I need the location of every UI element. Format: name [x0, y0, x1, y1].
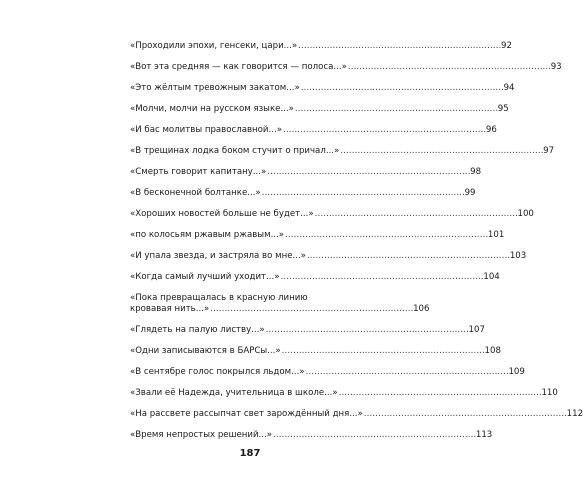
- page-number: 187: [239, 448, 261, 459]
- toc-entry-title: «Одни записываются в БАРСы...»: [130, 346, 281, 356]
- toc-entry-page: 101: [487, 230, 505, 240]
- toc-entry-title: «И бас молитвы православной...»: [130, 125, 282, 135]
- toc-entry-page: 95: [497, 104, 509, 114]
- toc-leader: [267, 167, 469, 178]
- toc-leader: [266, 325, 468, 336]
- toc-leader: [348, 62, 550, 73]
- toc-entry-title: «Смерть говорит капитану...»: [130, 167, 267, 177]
- toc-entry-title: «Хороших новостей больше не будет...»: [130, 209, 314, 219]
- toc-entry-page: 98: [470, 167, 482, 177]
- toc-leader: [301, 83, 503, 94]
- toc-entry: [130, 83, 515, 94]
- toc-entry-page: 107: [468, 325, 485, 335]
- toc-entry-title: «Проходили эпохи, генсеки, цари...»: [130, 41, 298, 51]
- toc-entry-title: «Когда самый лучший уходит...»: [130, 272, 280, 282]
- toc-leader: [282, 346, 484, 357]
- toc-entry: [130, 41, 512, 52]
- toc-entry-page: 108: [484, 346, 501, 356]
- toc-entry: [130, 104, 509, 115]
- toc-leader: [283, 125, 485, 136]
- toc-leader: [315, 209, 517, 220]
- toc-entry: [130, 367, 525, 378]
- toc-entry-page: 94: [503, 83, 515, 93]
- toc-entry-title: «В сентябре голос покрылся льдом...»: [130, 367, 305, 377]
- toc-entry: [130, 293, 430, 315]
- toc-entry-page: 109: [508, 367, 525, 377]
- toc-entry: [130, 346, 501, 357]
- toc-entry-title: «В трещинах лодка боком стучит о причал...»: [130, 146, 340, 156]
- toc-entry-page: 99: [464, 188, 476, 198]
- toc-entry-page: 96: [485, 125, 497, 135]
- toc-entry-title: «по колосьям ржавым ржавым...»: [130, 230, 285, 240]
- toc-entry-title: «Молчи, молчи на русском языке...»: [130, 104, 294, 114]
- toc-entry: [130, 62, 562, 73]
- toc-entry-page: 104: [483, 272, 500, 282]
- toc-leader: [273, 430, 475, 441]
- toc-entry-page: 113: [475, 430, 493, 440]
- toc-leader: [306, 367, 508, 378]
- toc-entry-title: «Глядеть на палую листву...»: [130, 325, 265, 335]
- toc-entry-page: 112: [566, 409, 583, 419]
- toc-leader: [285, 230, 487, 241]
- toc-entry-page: 92: [501, 41, 512, 51]
- toc-entry-title-line2: кровавая нить...»: [130, 304, 210, 314]
- toc-entry-title-line1: «Пока превращалась в красную линию: [130, 293, 308, 303]
- toc-entry: [130, 230, 505, 241]
- toc-entry-page: 93: [550, 62, 562, 72]
- toc-leader: [262, 188, 464, 199]
- toc-entry-title: «Звали её Надежда, учительница в школе...»: [130, 388, 338, 398]
- toc-leader: [307, 251, 509, 262]
- toc-entry-title: «Время непростых решений...»: [130, 430, 272, 440]
- toc-entry-page: 110: [541, 388, 558, 398]
- toc-leader: [295, 104, 497, 115]
- toc-entry: [130, 409, 583, 420]
- toc-entry-title: «В бесконечной болтанке...»: [130, 188, 261, 198]
- toc-entry-title: «Это жёлтым тревожным закатом...»: [130, 83, 300, 93]
- toc-entry: [130, 146, 555, 157]
- toc-entry: [130, 272, 500, 283]
- toc-entry: [130, 430, 493, 441]
- toc-entry-title: «И упала звезда, и застряла во мне...»: [130, 251, 306, 261]
- toc-leader: [210, 304, 412, 315]
- toc-entry-page: 100: [517, 209, 534, 219]
- toc-entry-title: «На рассвете рассыпчат свет зарождённый дня...»: [130, 409, 363, 419]
- toc-leader: [340, 146, 542, 157]
- toc-leader: [280, 272, 482, 283]
- toc-leader: [364, 409, 566, 420]
- toc-entry: [130, 325, 485, 336]
- toc-entry: [130, 188, 476, 199]
- toc-leader: [339, 388, 541, 399]
- toc-entry: [130, 251, 527, 262]
- toc-entry: [130, 209, 534, 220]
- toc-entry-page: 97: [543, 146, 555, 156]
- toc-entry: [130, 167, 482, 178]
- toc-entry-page: 106: [413, 304, 430, 314]
- toc-leader: [298, 41, 500, 52]
- toc-entry-page: 103: [509, 251, 527, 261]
- toc-entry-title: «Вот эта средняя — как говорится — полоса...»: [130, 62, 347, 72]
- toc-entry: [130, 125, 497, 136]
- toc-entry: [130, 388, 558, 399]
